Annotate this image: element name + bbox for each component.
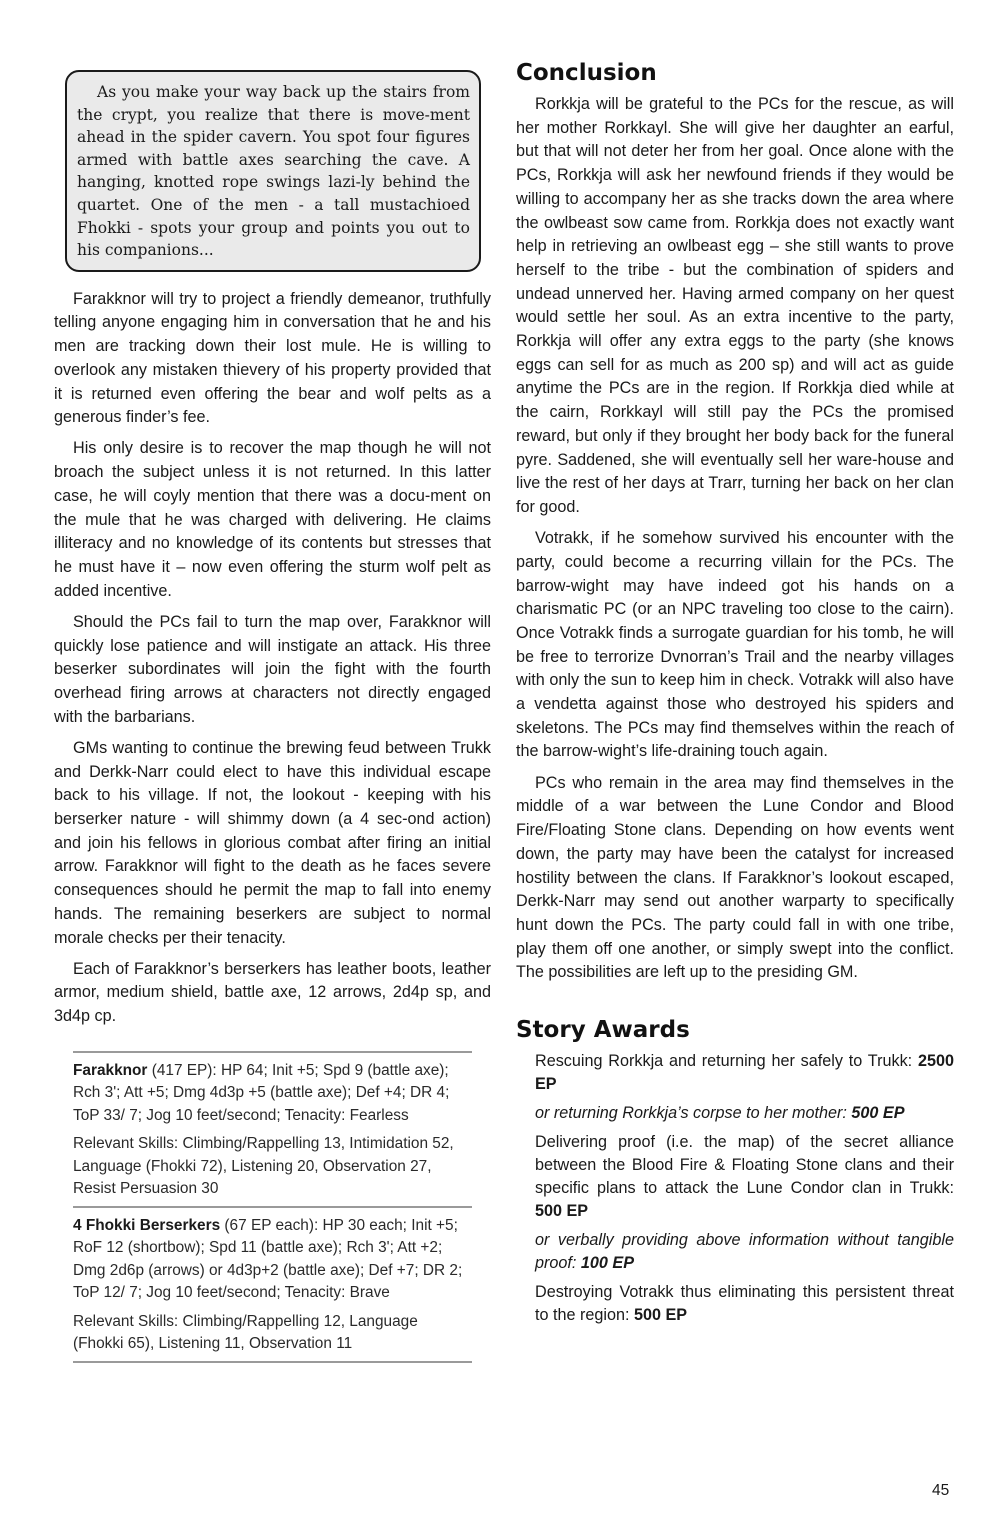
conclusion-body [516, 93, 954, 985]
award-item [535, 1131, 954, 1222]
award-ep: 2500 EP [535, 1052, 954, 1093]
read-aloud-box [65, 70, 481, 272]
left-body-text [54, 288, 491, 1029]
award-item [535, 1281, 954, 1327]
relevant-skills: Relevant Skills: Climbing/Rappelling 12, Language (Fhokki 65), Listening 11, Observation 11 [73, 1312, 418, 1353]
paragraph: Each of Farakknor’s berserkers has leather boots, leather armor, medium shield, battle axe, 12 arrows, 2d4p sp, and 3d4p cp. [54, 959, 491, 1026]
award-item [535, 1102, 954, 1125]
award-text: or verbally providing above information without tangible proof: [535, 1231, 954, 1272]
award-ep: 500 EP [535, 1201, 589, 1220]
story-awards-list [535, 1050, 954, 1327]
stat-line [73, 1060, 472, 1128]
paragraph: PCs who remain in the area may find themselves in the middle of a war between the Lune Condor and Blood Fire/Floating Stone clans. Depending on how events went down, the party may have been the catalyst for increased hostility between the clans. If Farakknor’s lookout escaped, Derkk-Narr may send out another warparty to specifically hunt down the PCs. The party could fall in with one tribe, play them off one another, or simply swept into the conflict. The possibilities are left up to the presiding GM. [516, 773, 954, 982]
story-awards-heading: Story Awards [516, 1017, 690, 1044]
stat-entry-farakknor [73, 1053, 472, 1206]
left-column [54, 70, 491, 1363]
stat-name: 4 Fhokki Berserkers [73, 1216, 221, 1234]
award-ep: 500 EP [634, 1305, 688, 1324]
stat-name: Farakknor [73, 1061, 148, 1079]
stat-values: (417 EP): HP 64; Init +5; Spd 9 (battle axe); Rch 3'; Att +5; Dmg 4d3p +5 (battle axe); Def +4; DR 4; ToP 33/ 7; Jog 10 feet/second; Tenacity: Fearless [73, 1061, 450, 1124]
conclusion-heading: Conclusion [516, 60, 657, 86]
relevant-skills: Relevant Skills: Climbing/Rappelling 13, Intimidation 52, Language (Fhokki 72), Listening 20, Observation 27, Resist Persuasion 30 [73, 1135, 454, 1198]
stat-block [73, 1051, 472, 1363]
award-ep: 500 EP [851, 1104, 905, 1123]
award-text: Destroying Votrakk thus eliminating this persistent threat to the region: [535, 1283, 954, 1324]
award-text: or returning Rorkkja’s corpse to her mother: [535, 1104, 852, 1123]
award-ep: 100 EP [580, 1253, 635, 1272]
paragraph: His only desire is to recover the map though he will not broach the subject unless it is not returned. In this latter case, he will coyly mention that there was a docu-ment on the mule that he was charged with delivering. He claims illiteracy and no knowledge of its contents but stresses that he must have it – now even offering the sturm wolf pelt as added incentive. [54, 439, 491, 600]
paragraph: GMs wanting to continue the brewing feud between Trukk and Derkk-Narr could elect to have this individual escape back to his village. If not, the lookout - keeping with his berserker nature - will shimmy down (a 4 sec-ond action) and join his fellows in glorious combat after firing an initial arrow. Farakknor will fight to the death as he faces severe consequences should he permit the map to fall into enemy hands. The remaining beserkers are subject to normal morale checks per their tenacity. [54, 738, 491, 947]
page-number: 45 [932, 1482, 950, 1499]
stat-entry-berserkers [73, 1206, 472, 1361]
stat-line [73, 1215, 472, 1305]
paragraph: Votrakk, if he somehow survived his encounter with the party, could become a recurring villain for the PCs. The barrow-wight may have indeed got his hands on a charismatic PC (or an NPC traveling too close to the cairn). Once Votrakk finds a surrogate guardian for his tomb, he will be free to terrorize Dvnorran’s Trail and the nearby villages with only the sun to keep him in check. Votrakk will also have a vendetta against those who destroyed his spiders and skeletons. The PCs may find themselves within the reach of the barrow-wight’s life-draining touch again. [516, 529, 954, 761]
stat-values: (67 EP each): HP 30 each; Init +5; RoF 12 (shortbow); Spd 11 (battle axe); Rch 3'; Att +2; Dmg 2d6p (arrows) or 4d3p+2 (battle axe); Def +7; DR 2; ToP 12/ 7; Jog 10 feet/second; Tenacity: Brave [73, 1216, 463, 1302]
paragraph: Farakknor will try to project a friendly demeanor, truthfully telling anyone engaging him in conversation that he and his men are tracking down their lost mule. He is willing to overlook any mistaken thievery of his property provided that it is returned even offering the bear and wolf pelts as a generous finder’s fee. [54, 289, 491, 427]
right-column [516, 58, 954, 1333]
paragraph: Rorkkja will be grateful to the PCs for the rescue, as will her mother Rorkkayl. She will give her daughter an earful, but that will not deter her from her goal. Once alone with the PCs, Rorkkja will ask her newfound friends if they would be willing to accompany her as she tracks down the area where the owlbeast sow came from. Rorkkja does not exactly want help in retrieving an owlbeast egg – she still wants to prove herself to the tribe - but the combination of spiders and undead unnerved her. Having armed company on her quest would settle her soul. As an extra incentive to the party, Rorkkja will offer any extra eggs to the party (she knows eggs can sell for as much as 200 sp) and will act as guide anytime the PCs are in the region. If Rorkkja died while at the cairn, Rorkkayl will still pay the PCs the promised reward, but only if they brought her body back for the funeral pyre. Saddened, she will eventually sell her ware-house and live the rest of her days at Trarr, turning her back on her clan for good. [516, 95, 954, 516]
award-text: Delivering proof (i.e. the map) of the secret alliance between the Blood Fire & Floating Stone clans and their specific plans to attack the Lune Condor clan in Trukk: [535, 1133, 954, 1197]
read-aloud-text: As you make your way back up the stairs from the crypt, you realize that there is move-ment ahead in the spider cavern. You spot four figures armed with battle axes searching the cave. A hanging, knotted rope swings lazi-ly behind the quartet. One of the men - a tall mustachioed Fhokki - spots your group and points you out to his companions... [77, 83, 470, 260]
award-item [535, 1229, 954, 1275]
award-item [535, 1050, 954, 1096]
award-text: Rescuing Rorkkja and returning her safely to Trukk: [535, 1052, 918, 1071]
paragraph: Should the PCs fail to turn the map over, Farakknor will quickly lose patience and will instigate an attack. His three beserker subordinates will join the fight with the fourth overhead firing arrows at characters not directly engaged with the barbarians. [54, 612, 491, 726]
